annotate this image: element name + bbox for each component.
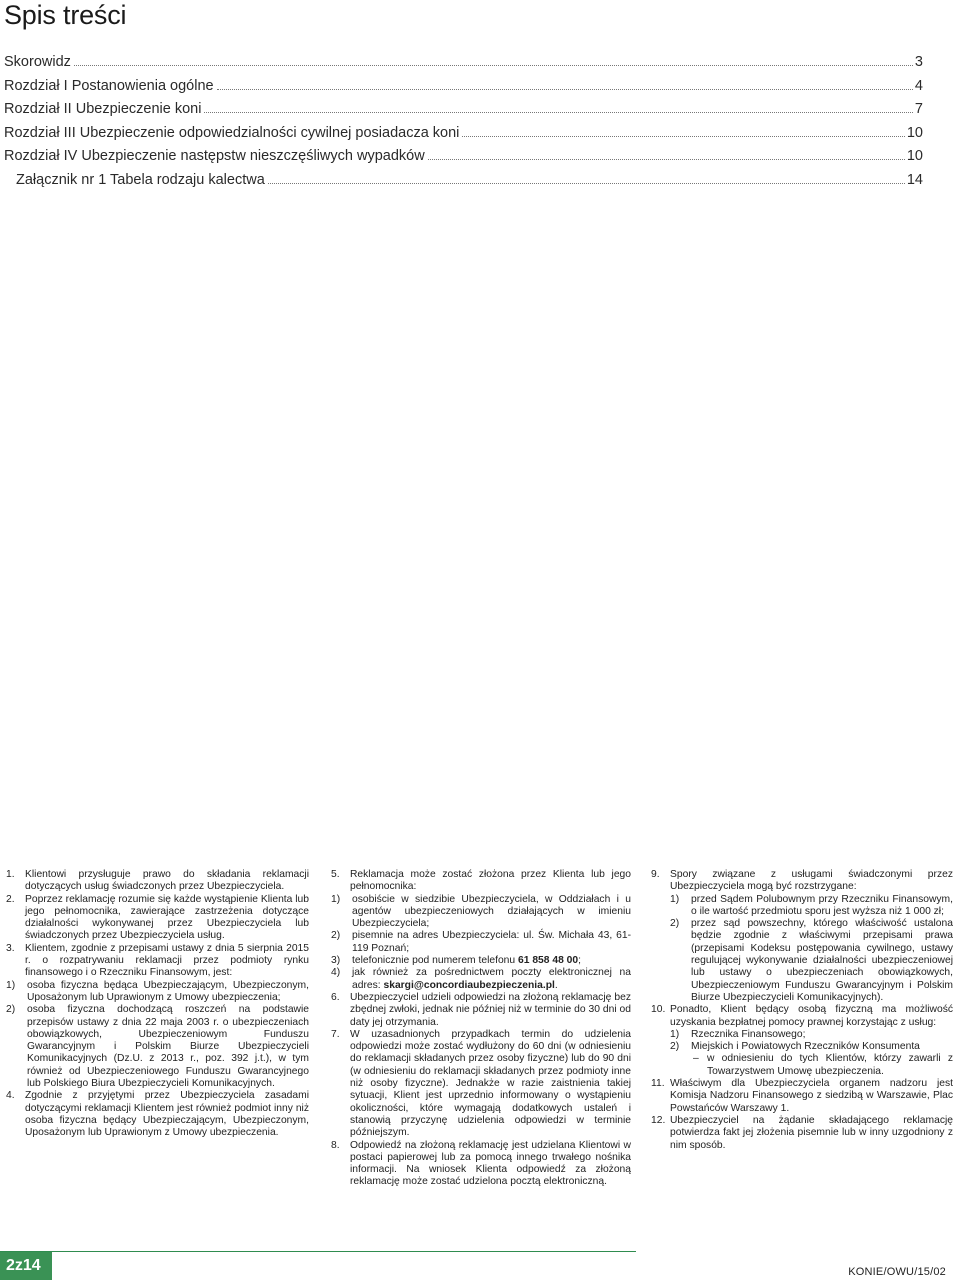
paragraph-number: 6. — [331, 991, 340, 1003]
page-number-badge: 2z14 — [0, 1252, 52, 1280]
paragraph-number: 10. — [651, 1004, 666, 1016]
paragraph-text: W uzasadnionych przypadkach termin do udzielenia odpowiedzi może zostać wydłużony do 60 dni (w odniesieniu do reklamacji składanych przez osoby fizyczne) lub do 90 dni (w odniesieniu do reklamacji składanych przez podmioty inne niż osoby fizyczne). Jednakże w razie zaistnienia takiej sytuacji, Klient jest uprzednio informowany o wystąpieniu okoliczności, które wymagają dodatkowych ustaleń i stanowią przyczynę udzielenia odpowiedzi w terminie późniejszym. — [350, 1028, 631, 1139]
text-column-2 — [331, 869, 631, 1189]
email-link[interactable]: skargi@concordiaubezpieczenia.pl — [383, 979, 555, 991]
list-item-text: osoba fizyczna dochodzącą roszczeń na podstawie przepisów ustawy z dnia 22 maja 2003 r. o ubezpieczeniach obowiązkowych, Ubezpieczeniowym Funduszu Gwarancyjnym i Polskim Biurze Ubezpieczycieli Komunikacyjnych (Dz.U. z 2013 r., poz. 392 j.t.), w tym również od Ubezpieczeniowego Funduszu Gwarancyjnego lub Polskiego Biura Ubezpieczycieli Komunikacyjnych. — [27, 1004, 309, 1090]
list-item-number: 4) — [331, 967, 341, 979]
paragraph-3-lead — [6, 943, 309, 980]
list-item — [331, 894, 631, 931]
paragraph-text: Spory związane z usługami świadczonymi przez Ubezpieczyciela mogą być rozstrzygane: — [670, 869, 953, 893]
paragraph-text: Reklamacja może zostać złożona przez Klienta lub jego pełnomocnika: — [350, 869, 631, 893]
toc-entry-rozdzial-1[interactable] — [4, 78, 923, 102]
list-item-text: osobiście w siedzibie Ubezpieczyciela, w Oddziałach i u agentów ubezpieczeniowych działających w imieniu Ubezpieczyciela; — [352, 893, 631, 930]
toc-entry-rozdzial-4[interactable] — [4, 148, 923, 172]
toc-entry-skorowidz[interactable] — [4, 54, 923, 78]
list-item-number: 1) — [670, 1028, 680, 1040]
toc-leader-dots — [428, 158, 905, 160]
list-item-text: Miejskich i Powiatowych Rzeczników Konsumenta — [691, 1041, 920, 1053]
paragraph-7 — [331, 1029, 631, 1140]
list-item-number: 3) — [331, 955, 341, 967]
toc-leader-dots — [217, 88, 913, 90]
toc-entry-label: Rozdział IV Ubezpieczenie następstw nieszczęśliwych wypadków — [4, 148, 425, 164]
toc-entry-label: Rozdział III Ubezpieczenie odpowiedzialności cywilnej posiadacza koni — [4, 124, 460, 141]
paragraph-number: 7. — [331, 1028, 340, 1040]
paragraph-number: 4. — [6, 1090, 15, 1102]
toc-entry-label: Skorowidz — [4, 54, 71, 70]
paragraph-number: 8. — [331, 1139, 340, 1151]
paragraph-text: Zgodnie z przyjętymi przez Ubezpieczyciela zasadami dotyczącymi reklamacji Klientem jest również podmiot inny niż osoba fizyczna będący Ubezpieczającym, Ubezpieczonym, Uposażonym lub Uprawionym z Umowy ubezpieczenia. — [25, 1090, 309, 1139]
paragraph-number: 1. — [6, 869, 15, 880]
paragraph-8 — [331, 1140, 631, 1189]
list-item-text: pisemnie na adres Ubezpieczyciela: ul. Św. Michała 43, 61-119 Poznań; — [352, 930, 631, 954]
paragraph-6 — [331, 992, 631, 1029]
toc-entry-page: 4 — [914, 77, 923, 94]
list-item-suffix: . — [554, 979, 558, 991]
complaints-section — [6, 869, 952, 1231]
paragraph-1 — [6, 869, 309, 894]
toc-entry-page: 14 — [906, 171, 923, 188]
list-item-number: 1) — [6, 979, 16, 991]
paragraph-9-lead — [651, 869, 953, 894]
list-item — [670, 1029, 953, 1041]
text-column-1 — [6, 869, 309, 1140]
phone-number[interactable]: 61 858 48 00 — [518, 955, 579, 967]
table-of-contents — [4, 54, 923, 195]
paragraph-number: 2. — [6, 893, 15, 905]
list-item-suffix: ; — [578, 955, 581, 967]
dash-item — [691, 1053, 953, 1078]
list-item-number: 2) — [670, 1041, 680, 1053]
paragraph-11 — [651, 1078, 953, 1115]
toc-entry-label: Rozdział II Ubezpieczenie koni — [4, 101, 202, 117]
paragraph-text: Poprzez reklamację rozumie się każde wystąpienie Klienta lub jego pełnomocnika, zawierające zastrzeżenia dotyczące działalności wykonywanej przez Ubezpieczyciela lub świadczonych przez Ubezpieczyciela usług. — [25, 893, 309, 942]
paragraph-number: 11. — [651, 1078, 665, 1090]
toc-entry-page: 10 — [906, 148, 923, 164]
list-item-text: przed Sądem Polubownym przy Rzeczniku Finansowym, o ile wartość przedmiotu sporu jest wyższa niż 1 000 zł; — [691, 893, 953, 917]
list-item-number: 1) — [331, 893, 341, 905]
paragraph-10-lead — [651, 1004, 953, 1029]
page-title: Spis treści — [4, 0, 127, 30]
toc-leader-dots — [268, 182, 905, 184]
dash-item-text: w odniesieniu do tych Klientów, którzy zawarli z Towarzystwem Umowę ubezpieczenia. — [707, 1053, 953, 1077]
list-item — [331, 930, 631, 955]
paragraph-5 — [331, 869, 631, 992]
list-item-number: 2) — [331, 930, 341, 942]
paragraph-12 — [651, 1115, 953, 1152]
list-item-text: Rzecznika Finansowego; — [691, 1028, 806, 1040]
paragraph-text: Właściwym dla Ubezpieczyciela organem nadzoru jest Komisja Nadzoru Finansowego z siedzibą w Warszawie, Plac Powstańców Warszawy 1. — [670, 1078, 953, 1114]
toc-entry-label: Załącznik nr 1 Tabela rodzaju kalectwa — [16, 171, 265, 188]
paragraph-number: 12. — [651, 1114, 666, 1126]
paragraph-10 — [651, 1004, 953, 1078]
paragraph-2 — [6, 894, 309, 943]
list-item — [331, 967, 631, 992]
list-item — [6, 1004, 309, 1090]
footer-divider — [0, 1251, 636, 1252]
paragraph-9 — [651, 869, 953, 1004]
list-item-text: przez sąd powszechny, którego właściwość ustalona będzie zgodnie z właściwymi przepisami prawa (przepisami Kodeksu postępowania cywilnego, ustawy regulującej wykonywanie działalności ubezpieczeniowej lub ustawy o ubezpieczeniach obowiązkowych, Ubezpieczeniowym Funduszu Gwarancyjnym i Polskim Biurze Ubezpieczycieli Komunikacyjnych). — [691, 918, 953, 1003]
toc-entry-page: 10 — [906, 124, 923, 141]
paragraph-text: Odpowiedź na złożoną reklamację jest udzielana Klientowi w postaci papierowej lub za pomocą innego trwałego nośnika informacji. Na wniosek Klienta odpowiedź za złożoną reklamację może zostać udzielona pocztą elektroniczną. — [350, 1139, 631, 1188]
paragraph-number: 5. — [331, 869, 340, 880]
toc-entry-page: 7 — [914, 101, 923, 117]
list-item — [331, 955, 631, 967]
paragraph-4 — [6, 1090, 309, 1139]
toc-leader-dots — [204, 111, 912, 113]
paragraph-text: Klientowi przysługuje prawo do składania reklamacji dotyczących usług świadczonych przez Ubezpieczyciela. — [25, 869, 309, 893]
toc-leader-dots — [74, 64, 913, 66]
list-item-number: 2) — [670, 918, 680, 930]
paragraph-text: Ubezpieczyciel udzieli odpowiedzi na złożoną reklamację bez zbędnej zwłoki, jednak nie później niż w terminie do 30 dni od daty jej otrzymania. — [350, 991, 631, 1028]
toc-entry-label: Rozdział I Postanowienia ogólne — [4, 77, 214, 94]
toc-entry-zalacznik-1[interactable] — [4, 172, 923, 196]
paragraph-3 — [6, 943, 309, 1091]
dash-mark: – — [693, 1053, 699, 1065]
list-item-text: osoba fizyczna będąca Ubezpieczającym, Ubezpieczonym, Uposażonym lub Uprawionym z Umowy ubezpieczenia; — [27, 979, 309, 1003]
list-item — [670, 1041, 953, 1053]
list-item-number: 1) — [670, 893, 680, 905]
list-item — [670, 894, 953, 919]
paragraph-number: 3. — [6, 942, 15, 954]
toc-entry-rozdzial-2[interactable] — [4, 101, 923, 125]
list-item-text: telefonicznie pod numerem telefonu — [352, 955, 518, 967]
toc-entry-page: 3 — [914, 54, 923, 70]
toc-entry-rozdzial-3[interactable] — [4, 125, 923, 149]
paragraph-number: 9. — [651, 869, 660, 880]
toc-leader-dots — [462, 135, 904, 137]
paragraph-text: Ubezpieczyciel na żądanie składającego reklamację potwierdza fakt jej złożenia pisemnie lub w inny uzgodniony z nim sposób. — [670, 1114, 953, 1151]
document-code: KONIE/OWU/15/02 — [848, 1266, 946, 1278]
text-column-3 — [651, 869, 953, 1152]
list-item — [6, 980, 309, 1005]
list-item-number: 2) — [6, 1004, 16, 1016]
paragraph-text: Ponadto, Klient będący osobą fizyczną ma możliwość uzyskania bezpłatnej pomocy prawnej korzystając z usług: — [670, 1004, 953, 1028]
list-item — [670, 918, 953, 1004]
paragraph-text: Klientem, zgodnie z przepisami ustawy z dnia 5 sierpnia 2015 r. o rozpatrywaniu reklamacji przez podmioty rynku finansowego i o Rzeczniku Finansowym, jest: — [25, 942, 309, 979]
list-item-text: jak również za pośrednictwem poczty elektronicznej na adres: — [352, 967, 631, 991]
paragraph-5-lead — [331, 869, 631, 894]
